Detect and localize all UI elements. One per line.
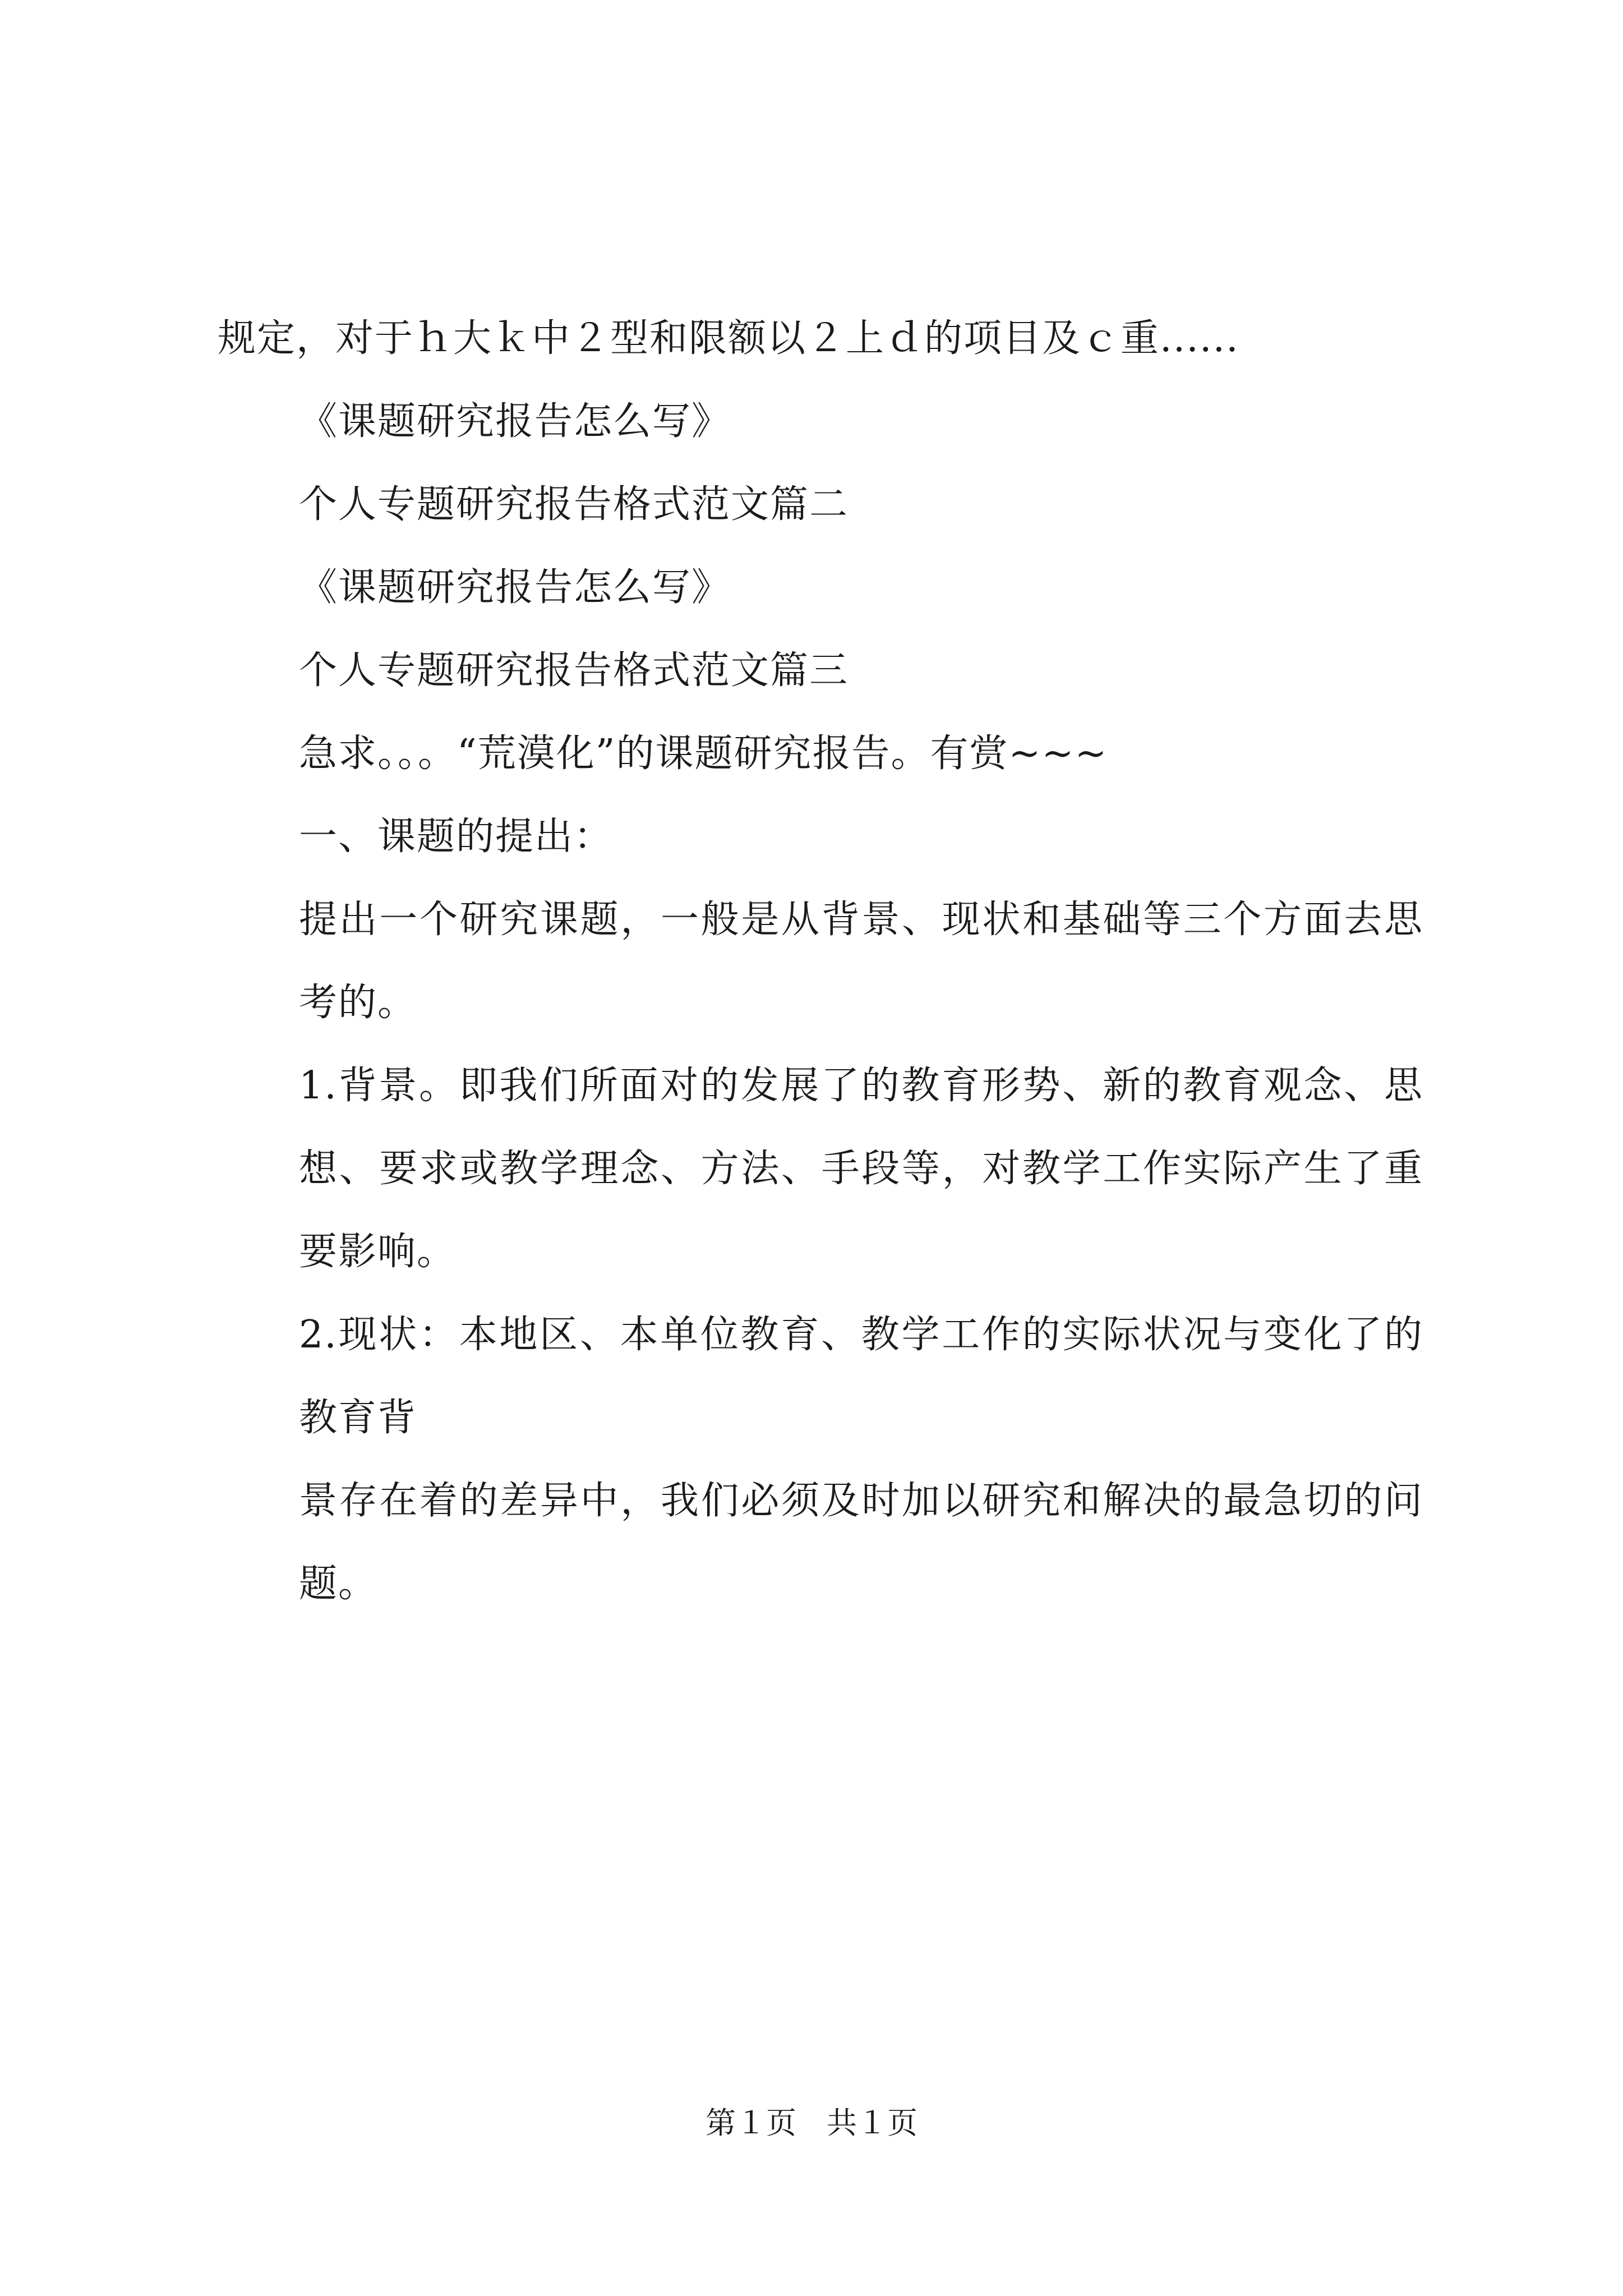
paragraph: 2.现状：本地区、本单位教育、教学工作的实际状况与变化了的教育背: [299, 1313, 1423, 1440]
paragraph: 景存在着的差异中，我们必须及时加以研究和解决的最急切的问题。: [299, 1479, 1423, 1606]
paragraph: 提出一个研究课题，一般是从背景、现状和基础等三个方面去思考的。: [299, 898, 1423, 1025]
paragraph-line: 个人专题研究报告格式范文篇三: [299, 648, 849, 693]
paragraph-line: 《课题研究报告怎么写》: [299, 399, 731, 444]
paragraph-line: 规定，对于ｈ大ｋ中２型和限额以２上ｄ的项目及ｃ重......: [218, 316, 1239, 361]
paragraph: 1.背景。即我们所面对的发展了的教育形势、新的教育观念、思想、要求或教学理念、方法、手段等，对教学工作实际产生了重要影响。: [299, 1064, 1423, 1274]
paragraph-line: 个人专题研究报告格式范文篇二: [299, 482, 849, 527]
page-footer: 第１页 共１页: [706, 2105, 917, 2141]
document-body: [218, 297, 1423, 1626]
paragraph-line: 急求。。。“荒漠化”的课题研究报告。有赏~~~: [299, 731, 1108, 776]
paragraph-line: 《课题研究报告怎么写》: [299, 565, 731, 610]
section-heading: 一、课题的提出：: [299, 815, 614, 859]
